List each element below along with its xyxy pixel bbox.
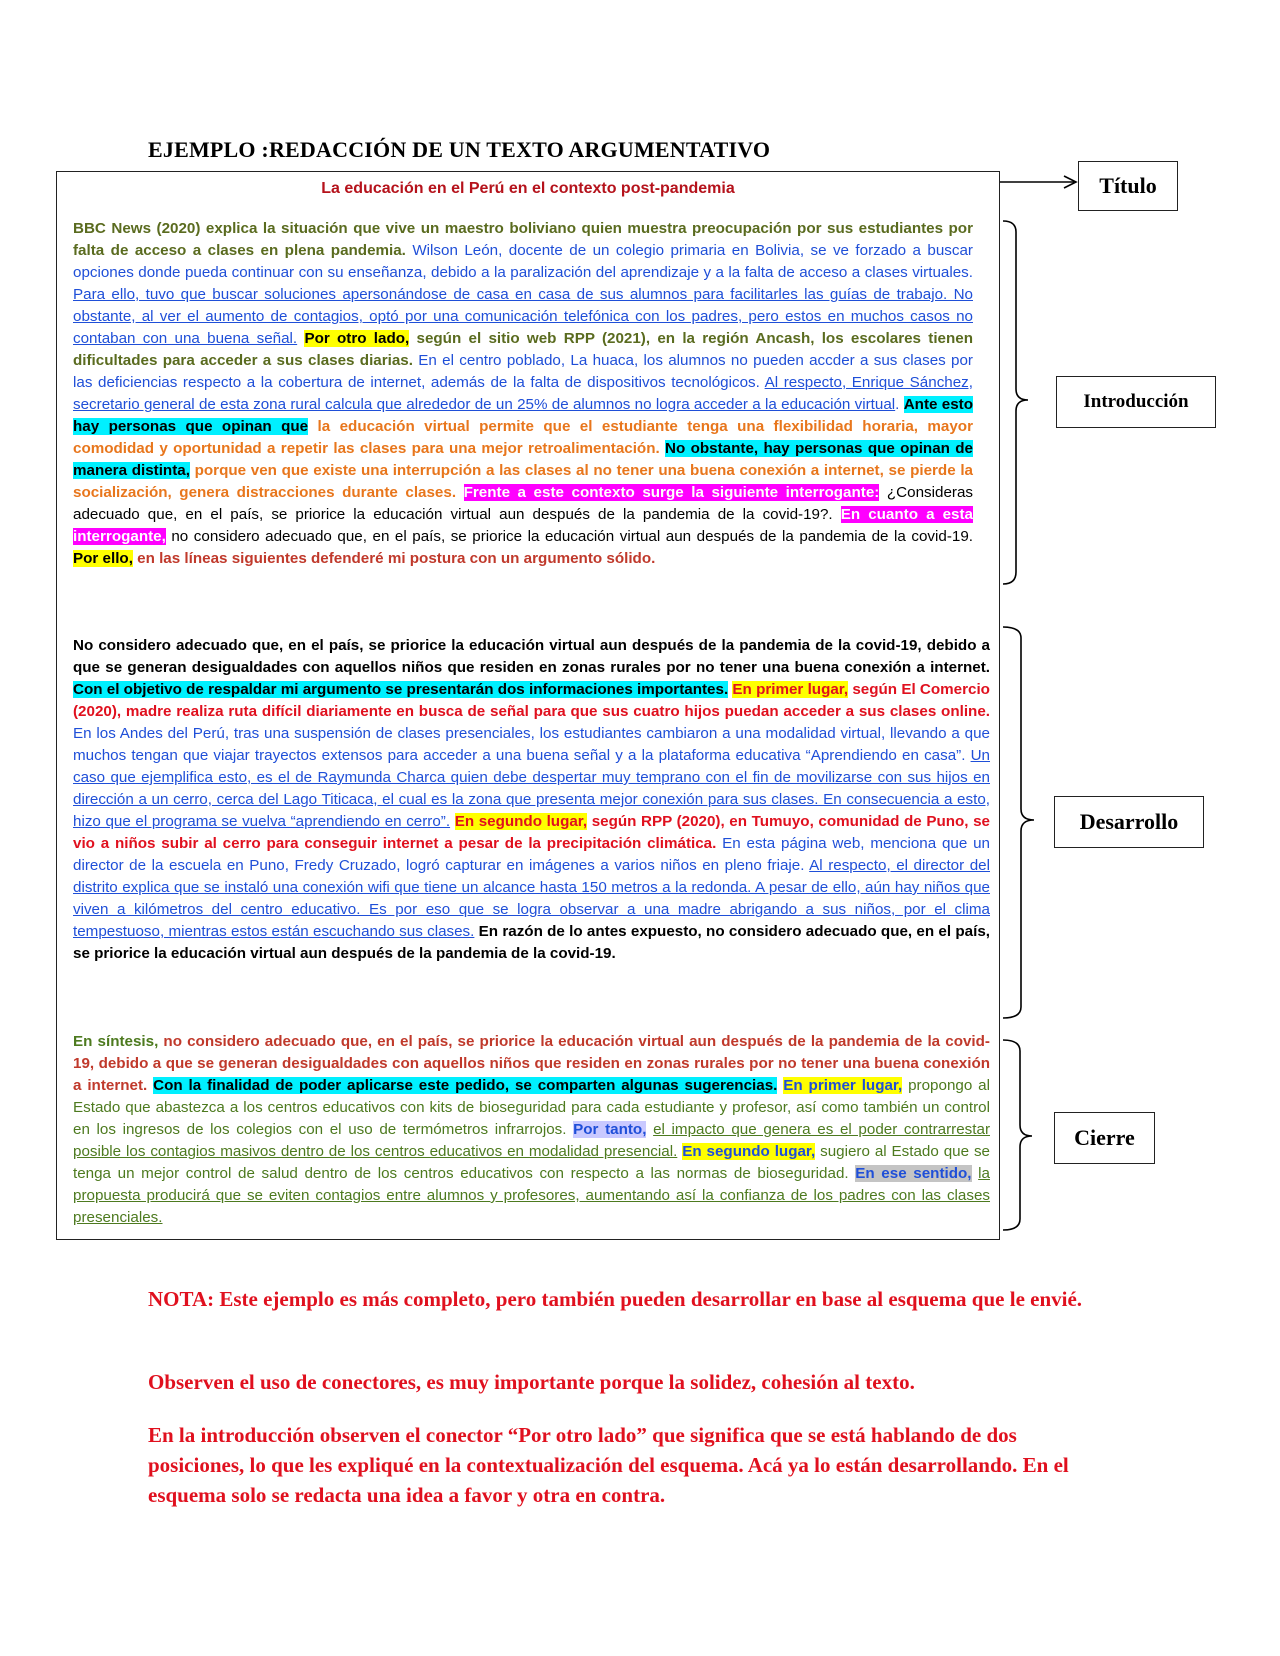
desarrollo-brace [1003, 627, 1034, 1018]
intro-sentence: Para ello, tuvo que buscar soluciones apersonándose de casa en casa de sus alumnos para facilitarles las guías de trabajo. No obstante, al ver el aumento de contagios, optó por una comunicación telefónica con los padres, pero estos en muchos casos no contaban con una buena señal. [73, 286, 973, 347]
connector-highlight: En ese sentido, [855, 1165, 972, 1182]
label-desarrollo: Desarrollo [1054, 796, 1204, 848]
connector-highlight: Con el objetivo de respaldar mi argumento se presentarán dos informaciones importantes. [73, 681, 729, 698]
label-titulo: Título [1078, 161, 1178, 211]
intro-sentence: porque ven que existe una interrupción a las clases al no tener una buena conexión a internet, se pierde la socialización, genera distracciones durante clases. [73, 462, 973, 501]
dev-sentence: No considero adecuado que, en el país, se priorice la educación virtual aun después de la pandemia de la covid-19, debido a que se generan desigualdades con aquellos niños que residen en zonas rurales por no tener una buena conexión a internet. [73, 637, 990, 676]
close-sentence: En síntesis, [73, 1033, 159, 1050]
connector-highlight: En cuanto a esta interrogante, [73, 506, 973, 545]
connector-highlight: Por ello, [73, 550, 133, 567]
close-sentence: sugiero al Estado que se tenga un mejor control de salud dentro de los centros educativos con respecto a las normas de bioseguridad. [73, 1143, 990, 1182]
dev-sentence: Al respecto, el director del distrito explica que se instaló una conexión wifi que tiene un alcance hasta 150 metros a la redonda. A pesar de ello, aún hay niños que viven a kilómetros del centro educativo. Es por eso que se logra observar a una madre abrigando a sus niños, por el clima tempestuoso, mientras estos están escuchando sus clases. [73, 857, 990, 940]
note-2: Observen el uso de conectores, es muy importante porque la solidez, cohesión al texto. [148, 1370, 915, 1394]
dev-sentence: En razón de lo antes expuesto, no considero adecuado que, en el país, se priorice la educación virtual aun después de la pandemia de la covid-19. [73, 923, 990, 962]
intro-sentence: . [895, 396, 900, 413]
intro-sentence: En el centro poblado, La huaca, los alumnos no pueden accder a sus clases por las deficiencias respecto a la cobertura de internet, además de la falta de dispositivos tecnológicos. [73, 352, 973, 391]
connector-highlight: No obstante, hay personas que opinan de manera distinta, [73, 440, 973, 479]
connector-highlight: Con la finalidad de poder aplicarse este pedido, se comparten algunas sugerencias. [153, 1077, 778, 1094]
close-sentence: propongo al Estado que abastezca a los centros educativos con kits de bioseguridad para cada estudiante y profesor, así como también un control en los ingresos de los colegios con el uso de termómetros infrarrojos. [73, 1077, 990, 1138]
connector-highlight: Por otro lado, [304, 330, 410, 347]
dev-sentence: según RPP (2020), en Tumuyo, comunidad de Puno, se vio a niños subir al cerro para conseguir internet a pesar de la precipitación climática. [73, 813, 990, 852]
intro-sentence: no considero adecuado que, en el país, se priorice la educación virtual aun después de la pandemia de la covid-19. [165, 528, 973, 545]
dev-sentence: En esta página web, menciona que un director de la escuela en Puno, Fredy Cruzado, logró capturar en imágenes a varios niños en pleno friaje. [73, 835, 990, 874]
connector-highlight: En primer lugar, [732, 681, 849, 698]
intro-sentence: según el sitio web RPP (2021), en la región Ancash, los escolares tienen dificultades para acceder a sus clases diarias. [73, 330, 973, 369]
connector-highlight: En segundo lugar, [682, 1143, 816, 1160]
connector-highlight: En primer lugar, [783, 1077, 903, 1094]
intro-sentence: Al respecto, Enrique Sánchez, secretario general de esta zona rural calcula que alrededor de un 25% de alumnos no logra acceder a la educación virtual [73, 374, 973, 413]
connector-highlight: Ante esto hay personas que opinan que [73, 396, 973, 435]
close-sentence: el impacto que genera es el poder contrarrestar posible los contagios masivos dentro de los centros educativos en modalidad presencial. [73, 1121, 990, 1160]
close-sentence: no considero adecuado que, en el país, se priorice la educación virtual aun después de la pandemia de la covid-19, debido a que se generan desigualdades con aquellos niños que residen en zonas rurales por no tener una buena conexión a internet. [73, 1033, 990, 1094]
intro-sentence: BBC News (2020) explica la situación que vive un maestro boliviano quien muestra preocupación por sus estudiantes por falta de acceso a clases en plena pandemia. [73, 220, 973, 259]
intro-sentence: Wilson León, docente de un colegio primaria en Bolivia, se ve forzado a buscar opciones donde pueda continuar con su enseñanza, debido a la paralización del aprendizaje y a la falta de acceso a clases virtuales. [73, 242, 973, 281]
document-heading: EJEMPLO :REDACCIÓN DE UN TEXTO ARGUMENTATIVO [148, 137, 771, 162]
note-3: En la introducción observen el conector “Por otro lado” que significa que se está hablando de dos posiciones, lo que les expliqué en la contextualización del esquema. Acá ya lo están desarrollando. En el esquema solo se redacta una idea a favor y otra en contra. [148, 1423, 1069, 1507]
intro-sentence: la educación virtual permite que el estudiante tenga una flexibilidad horaria, mayor comodidad y oportunidad a repetir las clases para una mejor retroalimentación. [73, 418, 973, 457]
dev-sentence: según El Comercio (2020), madre realiza ruta difícil diariamente en busca de señal para que sus cuatro hijos puedan acceder a sus clases online. [73, 681, 990, 720]
connector-highlight: Por tanto, [573, 1121, 647, 1138]
intro-sentence: en las líneas siguientes defenderé mi postura con un argumento sólido. [132, 550, 656, 567]
note-1: NOTA: Este ejemplo es más completo, pero también pueden desarrollar en base al esquema que le envié. [148, 1287, 1083, 1311]
dev-sentence: En los Andes del Perú, tras una suspensión de clases presenciales, los estudiantes cambiaron a una modalidad virtual, llevando a que muchos tengan que viajar trayectos extensos para acceder a una buena señal y a la plataforma educativa “Aprendiendo en casa”. [73, 725, 990, 764]
dev-sentence: Un caso que ejemplifica esto, es el de Raymunda Charca quien debe despertar muy temprano con el fin de movilizarse con sus hijos en dirección a un cerro, cerca del Lago Titicaca, el cual es la zona que presenta mejor conexión para sus clases. En consecuencia a esto, hizo que el programa se vuelva “aprendiendo en cerro”. [73, 747, 990, 830]
label-cierre: Cierre [1054, 1112, 1155, 1164]
introduccion-brace [1003, 221, 1028, 584]
close-sentence: la propuesta producirá que se eviten contagios entre alumnos y profesores, aumentando así la confianza de los padres con las clases presenciales. [73, 1165, 990, 1226]
cierre-brace [1003, 1040, 1032, 1230]
intro-sentence: ¿Consideras adecuado que, en el país, se priorice la educación virtual aun después de la pandemia de la covid-19?. [73, 484, 973, 523]
label-introduccion: Introducción [1056, 376, 1216, 428]
connector-highlight: Frente a este contexto surge la siguiente interrogante: [463, 484, 880, 501]
essay-title: La educación en el Perú en el contexto post-pandemia [321, 180, 735, 197]
connector-highlight: En segundo lugar, [454, 813, 588, 830]
